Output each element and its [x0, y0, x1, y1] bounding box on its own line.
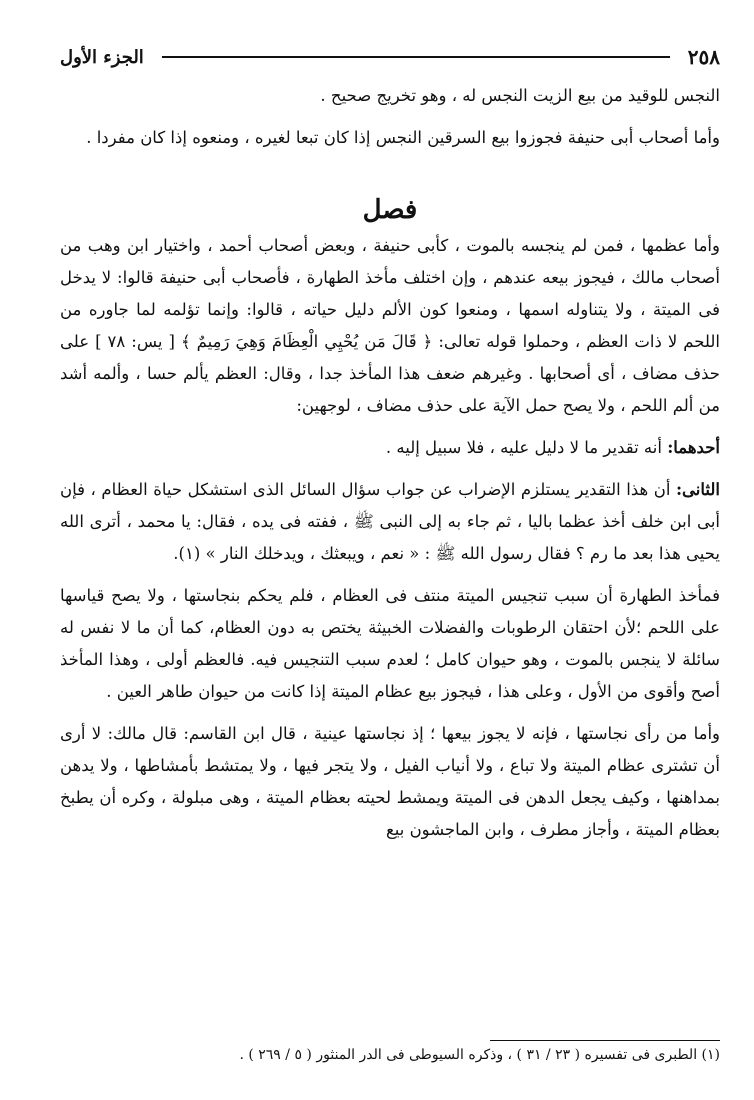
paragraph-top-1: النجس للوقيد من بيع الزيت النجس له ، وهو تخريج صحيح . [320, 86, 720, 105]
paragraph-last: وأما من رأى نجاستها ، فإنه لا يجوز بيعها ؛ إذ نجاستها عينية ، قال ابن القاسم: قال مالك: لا أرى أن تشترى عظام الميتة ولا تباع ، ولا أنياب الفيل ، ولا يتجر فيها ، ولا يمتشط بأمشاطها ، ولا يدهن بمداهنها ، وكيف يجعل الدهن فى الميتة ويمشط لحيته بعظام الميتة ، وهى مبلولة ، وكره أن يطبخ بعظام الميتة ، وأجاز مطرف ، وابن الماجشون بيع [60, 724, 720, 839]
point-two-label: الثانى: [675, 480, 720, 499]
paragraph-bones: وأما عظمها ، فمن لم ينجسه بالموت ، كأبى حنيفة ، وبعض أصحاب أحمد ، واختيار ابن وهب من أصحاب مالك ، فيجوز بيعه عندهم ، وإن اختلف مأخذ الطهارة ، فأصحاب أبى حنيفة قالوا: لا يدخل فى الميتة ، ولا يتناوله اسمها ، ومنعوا كون الألم دليل حياته ، قالوا: وإنما تؤلمه لما جاوره من اللحم لا ذات العظم ، وحملوا قوله تعالى: ﴿ قَالَ مَن يُحْيِي الْعِظَامَ وَهِيَ رَمِيمٌ ﴾ [ يس: ٧٨ ] على حذف مضاف ، أى أصحابها . وغيرهم ضعف هذا المأخذ جدا ، وقال: العظم يألم حسا ، وألمه أشد من ألم اللحم ، ولا يصح حمل الآية على حذف مضاف ، لوجهين: [60, 236, 720, 415]
point-one [60, 432, 720, 464]
footnote-rule [490, 1040, 720, 1041]
point-two [60, 474, 720, 570]
part-title: الجزء الأول [60, 46, 144, 68]
point-two-text: أن هذا التقدير يستلزم الإضراب عن جواب سؤال السائل الذى استشكل حياة العظام ، فإن أبى ابن خلف أخذ عظما باليا ، ثم جاء به إلى النبى ﷺ ، ففته فى يده ، فقال: يا محمد ، أترى الله يحيى هذا بعد ما رم ؟ فقال رسول الله ﷺ : « نعم ، ويبعثك ، ويدخلك النار » (١). [60, 480, 720, 563]
paragraph-purity: فمأخذ الطهارة أن سبب تنجيس الميتة منتف فى العظام ، فلم يحكم بنجاستها ، ولا يصح قياسها على اللحم ؛لأن احتقان الرطوبات والفضلات الخبيثة يختص به دون العظام، كما أن ما لا نفس له سائلة لا ينجس بالموت ، وهو حيوان كامل ؛ لعدم سبب التنجيس فيه. فالعظم أولى ، وهذا المأخذ أصح وأقوى من الأول ، وعلى هذا ، فيجوز بيع عظام الميتة إذا كانت من حيوان طاهر العين . [60, 586, 720, 701]
page-number: ٢٥٨ [687, 45, 720, 69]
footnote: (١) الطبرى فى تفسيره ( ٢٣ / ٣١ ) ، وذكره السيوطى فى الدر المنثور ( ٥ / ٢٦٩ ) . [239, 1047, 720, 1063]
header-rule [162, 56, 670, 58]
page-body [60, 80, 720, 846]
book-page [60, 30, 720, 1080]
section-title: فصل [362, 195, 418, 225]
paragraph-top-2: وأما أصحاب أبى حنيفة فجوزوا بيع السرقين النجس إذا كان تبعا لغيره ، ومنعوه إذا كان مفردا . [86, 128, 720, 147]
point-one-text: أنه تقدير ما لا دليل عليه ، فلا سبيل إليه . [385, 438, 668, 457]
point-one-label: أحدهما: [667, 438, 720, 457]
running-header [60, 42, 720, 72]
